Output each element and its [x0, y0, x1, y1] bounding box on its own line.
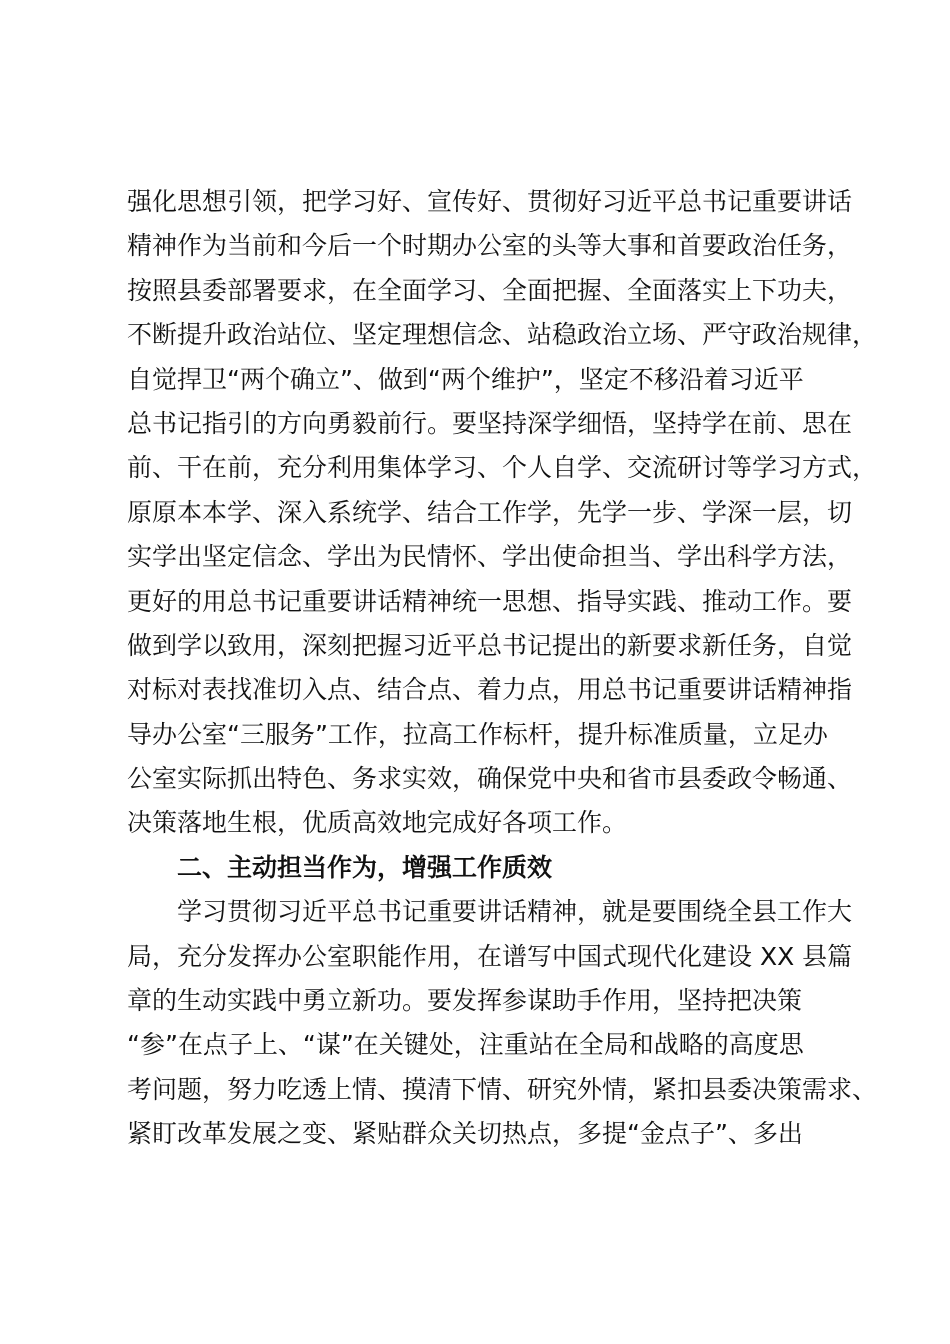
- body-text: [127, 180, 878, 1157]
- text-line: 强化思想引领，把学习好、宣传好、贯彻好习近平总书记重要讲话: [127, 187, 853, 216]
- text-line: 实学出坚定信念、学出为民情怀、学出使命担当、学出科学方法，: [127, 542, 853, 572]
- text-line: 导办公室“三服务”工作，拉高工作标杆，提升标准质量，立足办: [127, 719, 828, 749]
- text-line: 自觉捍卫“两个确立”、做到“两个维护”，坚定不移沿着习近平: [127, 364, 804, 394]
- text-line: 前、干在前，充分利用集体学习、个人自学、交流研讨等学习方式，: [127, 453, 878, 483]
- text-line: 更好的用总书记重要讲话精神统一思想、指导实践、推动工作。要: [127, 586, 853, 616]
- text-line: 公室实际抓出特色、务求实效，确保党中央和省市县委政令畅通、: [127, 764, 853, 794]
- text-line: 考问题，努力吃透上情、摸清下情、研究外情，紧扣县委决策需求、: [127, 1074, 878, 1104]
- paragraph-first-line: 学习贯彻习近平总书记重要讲话精神，就是要围绕全县工作大: [177, 897, 853, 927]
- text-line: 按照县委部署要求，在全面学习、全面把握、全面落实上下功夫，: [127, 275, 853, 305]
- text-line: 原原本本学、深入系统学、结合工作学，先学一步、学深一层，切: [127, 497, 853, 527]
- section-heading: 二、主动担当作为，增强工作质效: [177, 852, 553, 882]
- text-line: 精神作为当前和今后一个时期办公室的头等大事和首要政治任务，: [127, 231, 853, 261]
- text-line: 决策落地生根，优质高效地完成好各项工作。: [127, 808, 628, 838]
- text-line: 紧盯改革发展之变、紧贴群众关切热点，多提“金点子”、多出: [127, 1119, 803, 1149]
- text-line: 章的生动实践中勇立新功。要发挥参谋助手作用，坚持把决策: [127, 986, 803, 1016]
- text-line: “参”在点子上、“谋”在关键处，注重站在全局和战略的高度思: [127, 1030, 804, 1060]
- text-line: 对标对表找准切入点、结合点、着力点，用总书记重要讲话精神指: [127, 675, 853, 705]
- text-line: 做到学以致用，深刻把握习近平总书记提出的新要求新任务，自觉: [127, 630, 853, 660]
- text-line: 不断提升政治站位、坚定理想信念、站稳政治立场、严守政治规律，: [127, 320, 878, 350]
- text-line: 总书记指引的方向勇毅前行。要坚持深学细悟，坚持学在前、思在: [127, 408, 853, 438]
- text-line: 局，充分发挥办公室职能作用，在谱写中国式现代化建设 XX 县篇: [127, 941, 853, 971]
